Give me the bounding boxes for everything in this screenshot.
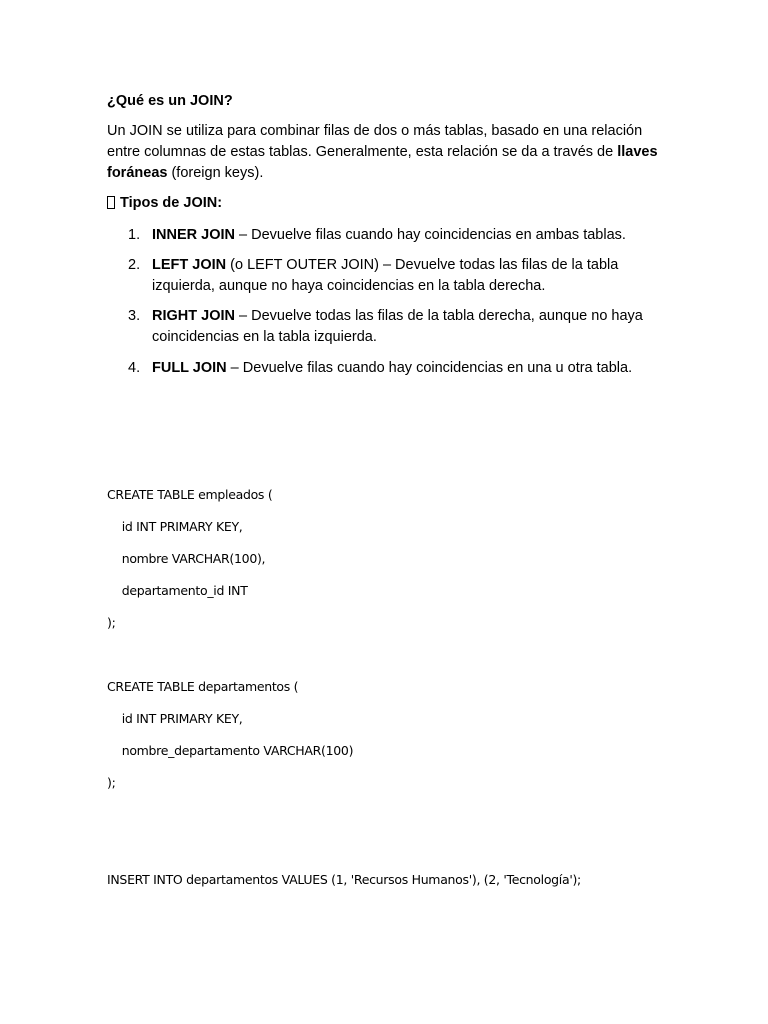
types-heading-label: Tipos de JOIN: [120,195,223,211]
join-description: – Devuelve filas cuando hay coincidencias en una u otra tabla. [226,360,633,376]
intro-text-end: (foreign keys). [167,164,264,181]
join-name: RIGHT JOIN [152,308,235,324]
code-line: ); [107,615,116,630]
join-name: LEFT JOIN [152,257,227,273]
code-line: departamento_id INT [107,583,248,598]
list-item-number: 2. [128,257,141,273]
join-name: INNER JOIN [152,227,235,243]
code-line: INSERT INTO departamentos VALUES (1, 'Recursos Humanos'), (2, 'Tecnología'); [107,872,581,887]
missing-glyph-icon [107,196,115,209]
types-heading [107,193,222,213]
code-line: ); [107,775,116,790]
list-item-text [152,306,657,348]
list-item-text [152,225,657,246]
code-line: nombre_departamento VARCHAR(100) [107,743,354,758]
code-line: nombre VARCHAR(100), [107,551,266,566]
list-item-text [152,255,657,297]
intro-bold-text: llaves foráneas [107,143,658,181]
code-line: CREATE TABLE departamentos ( [107,679,299,694]
code-line: CREATE TABLE empleados ( [107,487,273,502]
join-description: – Devuelve filas cuando hay coincidencias en ambas tablas. [235,227,626,243]
list-item-number: 4. [128,360,141,376]
list-item-number: 1. [128,227,141,243]
join-description: – Devuelve todas las filas de la tabla derecha, aunque no haya coincidencias en la tabla izquierda. [152,308,643,345]
intro-text: Un JOIN se utiliza para combinar filas de dos o más tablas, basado en una relación entre columnas de estas tablas. Generalmente, esta relación se da a través de [107,123,643,160]
join-name: FULL JOIN [152,360,227,376]
intro-paragraph [107,121,667,183]
list-item-text [152,358,657,379]
section-heading: ¿Qué es un JOIN? [107,93,233,109]
code-line: id INT PRIMARY KEY, [107,519,243,534]
code-line: id INT PRIMARY KEY, [107,711,243,726]
list-item-number: 3. [128,308,141,324]
join-description: (o LEFT OUTER JOIN) – Devuelve todas las filas de la tabla izquierda, aunque no haya coincidencias en la tabla derecha. [152,257,619,294]
